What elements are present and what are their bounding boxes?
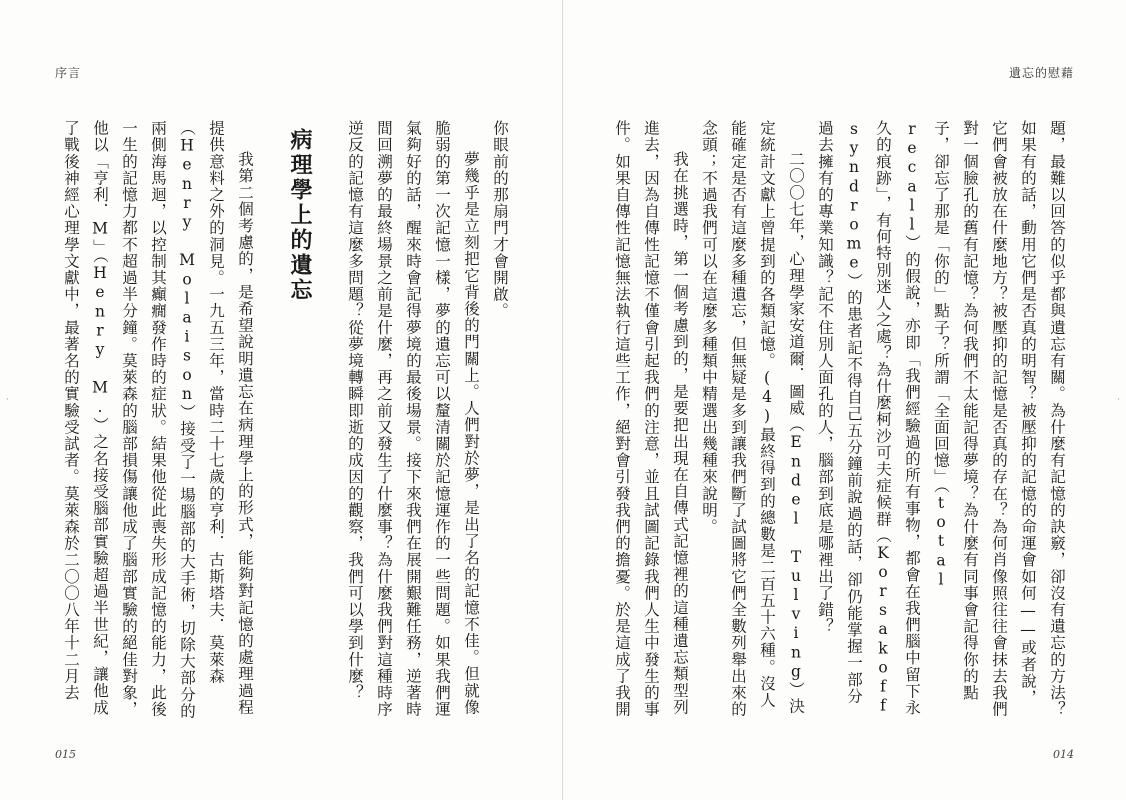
right-running-header: 遺忘的慰藉 — [1008, 66, 1074, 80]
right-crop-mark: · — [1117, 395, 1120, 405]
right-page-number: 014 — [1053, 748, 1074, 761]
right-paragraph-3: 我在挑選時，第一個考慮到的，是要把出現在自傳式記憶裡的這種遺忘類型列進去，因為自傳性記憶不僅會引起我們的注意，並且試圖記錄我們人生中發生的事件。如果自傳性記憶無法執行這些工作，絕對會引發我們的擔憂。於是這成了我開 — [613, 120, 689, 718]
left-paragraph-2: 夢幾乎是立刻把它背後的門關上。人們對於夢，是出了名的記憶不佳。但就像脆弱的第一次記憶一樣，夢的遺忘可以釐清關於記憶運作的一些問題。如果我們運氣夠好的話，醒來時會記得夢境的最後場景。接下來我們在展開艱難任務，逆著時間回溯夢的最終場景之前是什麼，再之前又發生了什麼事？為什麼我們對這種時序逆反的記憶有這麼多問題？從夢境轉瞬即逝的成因的觀察，我們可以學到什麼？ — [346, 120, 480, 718]
left-paragraph-3: 我第二個考慮的，是希望說明遺忘在病理學上的形式，能夠對記憶的處理過程提供意料之外的洞見。一九五三年，當時二十七歲的亨利．古斯塔夫．莫萊森（Henry Molaison）接受了一場腦部的大手術，切除大部分的兩側海馬迴，以控制其癲癇發作時的症狀。結果他從此喪失形成記憶的能力，此後一生的記憶力都不超過半分鐘。莫萊森的腦部損傷讓他成了腦部實驗的絕佳對象，他以「亨利．M」（Henry M.）之名接受腦部實驗超過半世紀，讓他成了戰後神經心理學文獻中，最著名的實驗受試者。莫萊森於二〇〇八年十二月去 — [62, 120, 254, 720]
right-paragraph-2: 二〇〇七年，心理學家安道爾．圖威（Endel Tulving）決定統計文獻上曾提到的各類記憶。(4)最終得到的總數是二百五十六種。沒人能確定是否有這麼多種遺忘，但無疑是多到讓我們斷了試圖將它們全數列舉出來的念頭；不過我們可以在這麼多種類中精選出幾種來說明。 — [700, 120, 805, 718]
right-page-body — [611, 120, 1071, 720]
right-page — [563, 0, 1126, 800]
left-paragraph-1: 你眼前的那扇門才會開啟。 — [491, 120, 509, 320]
left-crop-mark: · — [6, 395, 9, 405]
right-paragraph-1: 題，最難以回答的似乎都與遺忘有關。為什麼有記憶的訣竅，卻沒有遺忘的方法？如果有的話，動用它們是否真的明智？被壓抑的記憶的命運會如何——或者說，它們會被放在什麼地方？被壓抑的記憶是否真的存在？為何肖像照往往會抹去我們對一個臉孔的舊有記憶？為何我們不太能記得夢境？為什麼有同事會記得你的點子，卻忘了那是「你的」點子？所謂「全面回憶」（total recall）的假說，亦即「我們經驗過的所有事物，都會在我們腦中留下永久的痕跡」，有何特別迷人之處？為什麼柯沙可夫症候群（Korsakoff syndrome）的患者記不得自己五分鐘前說過的話，卻仍能掌握一部分過去擁有的專業知識？記不住別人面孔的人，腦部到底是哪裡出了錯？ — [816, 120, 1066, 718]
section-heading: 病理學上的遺忘 — [287, 128, 312, 303]
left-page-body — [52, 120, 514, 720]
left-page-number: 015 — [55, 748, 76, 761]
left-running-header: 序言 — [55, 66, 82, 80]
